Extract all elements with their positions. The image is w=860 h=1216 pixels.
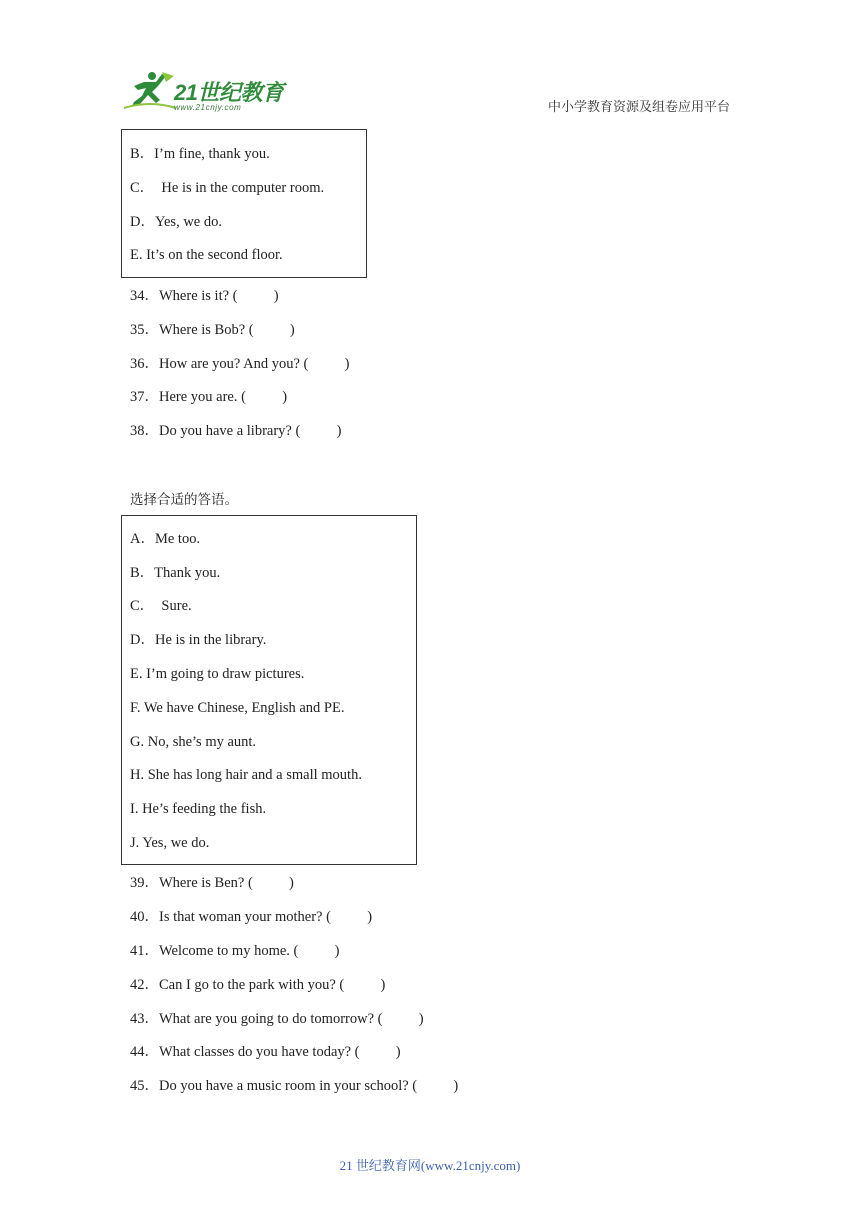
section-heading: 选择合适的答语。 — [130, 492, 238, 508]
question-item: 44．What classes do you have today? ( ) — [130, 1044, 401, 1060]
question-item: 45．Do you have a music room in your school? ( ) — [130, 1078, 459, 1094]
question-item: 43．What are you going to do tomorrow? ( ) — [130, 1011, 424, 1027]
option-item: A．Me too. — [130, 531, 201, 547]
logo-text: 21世纪教育 — [174, 80, 284, 105]
option-item: E. It’s on the second floor. — [130, 247, 283, 263]
option-item: H. She has long hair and a small mouth. — [130, 767, 362, 783]
question-item: 41．Welcome to my home. ( ) — [130, 943, 340, 959]
option-item: E. I’m going to draw pictures. — [130, 666, 305, 682]
option-item: D．He is in the library. — [130, 632, 267, 648]
option-item: B．Thank you. — [130, 565, 221, 581]
question-item: 35．Where is Bob? ( ) — [130, 322, 295, 338]
runner-logo-icon — [122, 70, 178, 114]
question-item: 39．Where is Ben? ( ) — [130, 875, 294, 891]
question-item: 38．Do you have a library? ( ) — [130, 423, 342, 439]
option-item: B．I’m fine, thank you. — [130, 146, 270, 162]
site-logo[interactable] — [122, 70, 288, 114]
option-item: C． Sure. — [130, 598, 192, 614]
option-item: C． He is in the computer room. — [130, 180, 325, 196]
option-item: G. No, she’s my aunt. — [130, 734, 257, 750]
option-item: F. We have Chinese, English and PE. — [130, 700, 345, 716]
option-item: I. He’s feeding the fish. — [130, 801, 267, 817]
platform-title: 中小学教育资源及组卷应用平台 — [548, 99, 731, 114]
question-item: 36．How are you? And you? ( ) — [130, 356, 350, 372]
option-item: J. Yes, we do. — [130, 835, 210, 851]
question-item: 40．Is that woman your mother? ( ) — [130, 909, 373, 925]
logo-url: www.21cnjy.com — [174, 103, 242, 112]
question-item: 34．Where is it? ( ) — [130, 288, 279, 304]
question-item: 37．Here you are. ( ) — [130, 389, 288, 405]
question-item: 42．Can I go to the park with you? ( ) — [130, 977, 386, 993]
option-item: D．Yes, we do. — [130, 214, 222, 230]
footer-link[interactable]: 21 世纪教育网(www.21cnjy.com) — [339, 1158, 521, 1173]
